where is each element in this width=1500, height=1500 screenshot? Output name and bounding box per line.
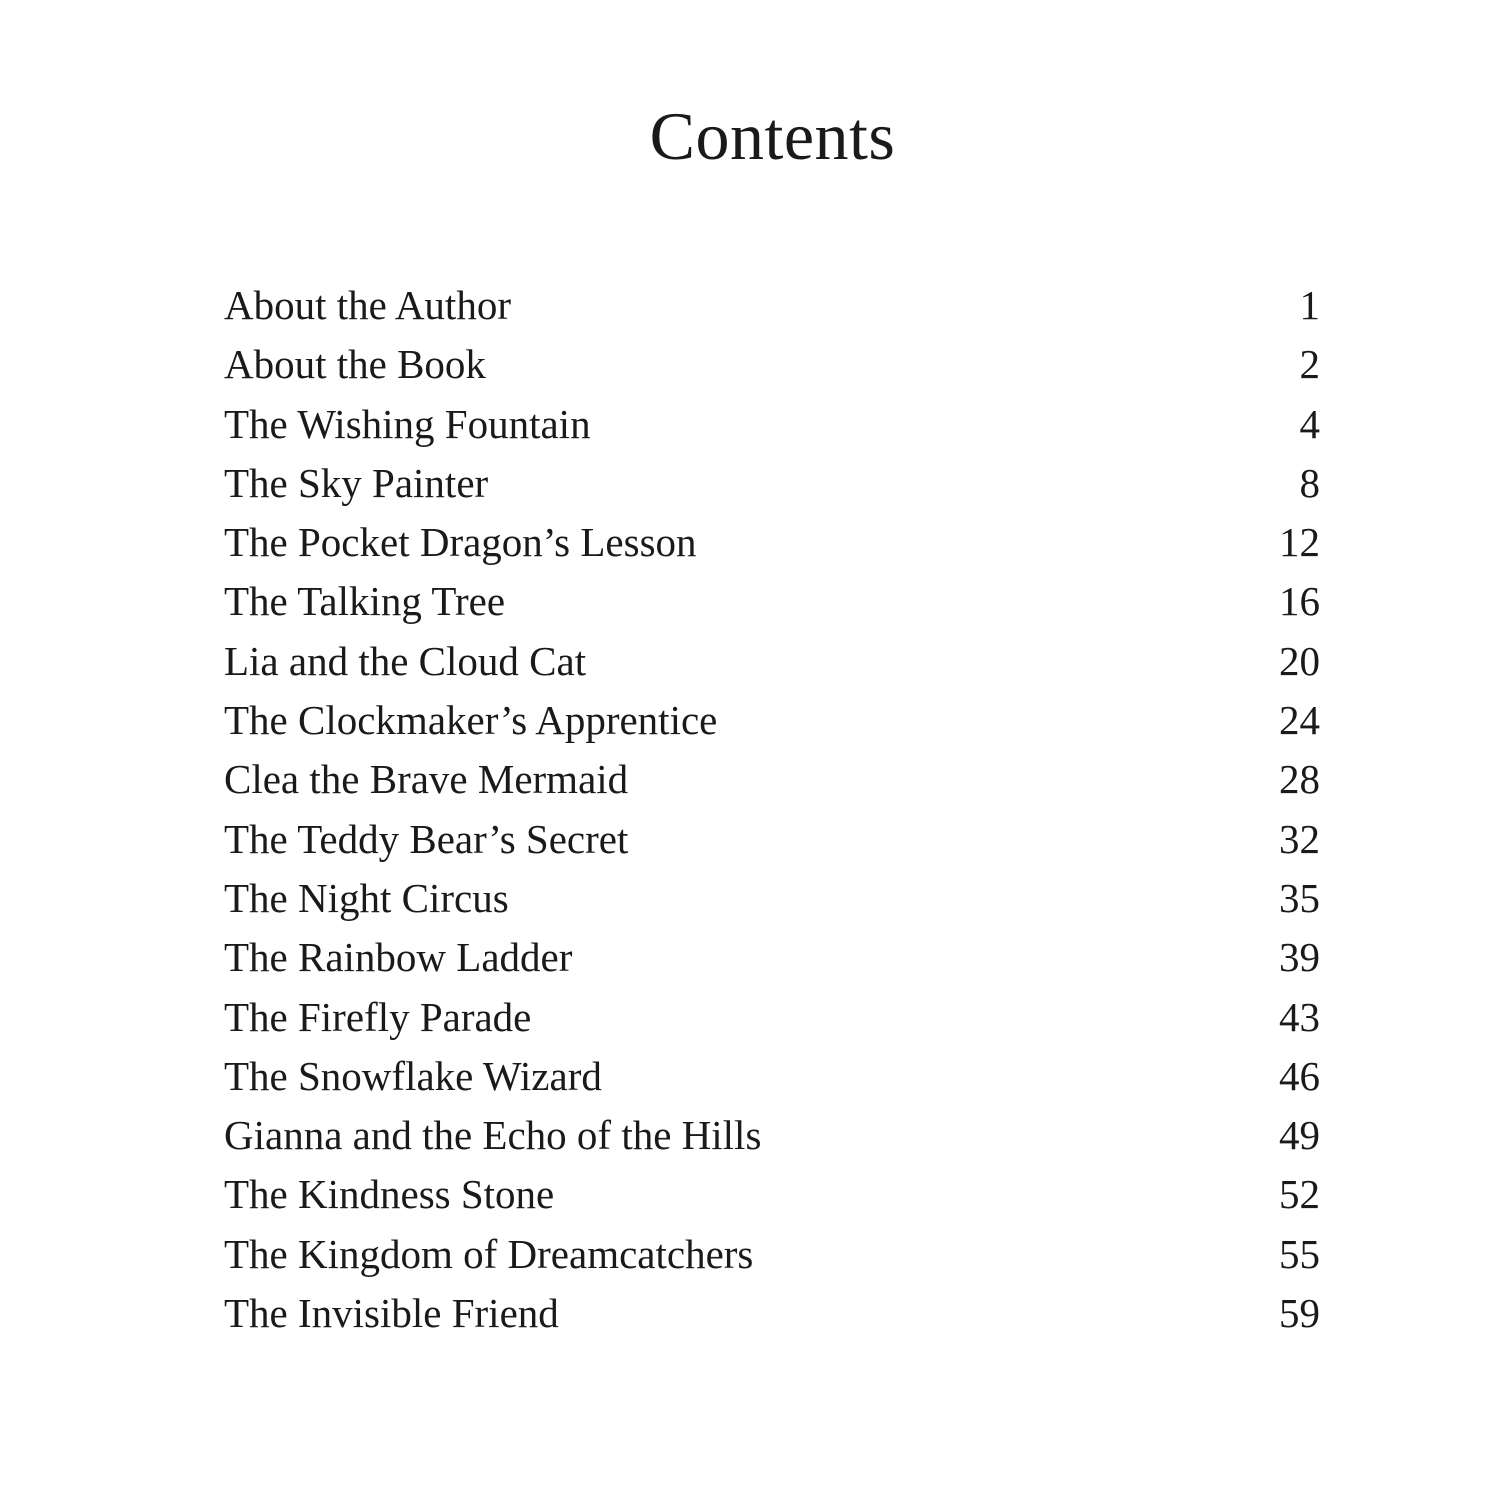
toc-entry-title: The Teddy Bear’s Secret (224, 815, 629, 862)
toc-entry[interactable] (224, 1047, 1320, 1106)
toc-entry-title: About the Author (224, 282, 511, 328)
toc-entry-title: The Rainbow Ladder (224, 934, 573, 981)
toc-entry-title: The Pocket Dragon’s Lesson (224, 519, 697, 566)
toc-entry[interactable] (224, 395, 1320, 454)
toc-entry-title: The Snowflake Wizard (224, 1052, 602, 1099)
toc-entry-title: Clea the Brave Mermaid (224, 756, 629, 803)
toc-entry[interactable] (224, 513, 1320, 572)
toc-entry[interactable] (224, 454, 1320, 513)
toc-entry[interactable] (224, 988, 1320, 1047)
toc-entry[interactable] (224, 869, 1320, 928)
toc-entry-page-number: 28 (1279, 756, 1320, 803)
toc-entry-title: The Kingdom of Dreamcatchers (224, 1230, 754, 1277)
toc-entry[interactable] (224, 750, 1320, 809)
toc-entry-title: The Invisible Friend (224, 1290, 559, 1337)
toc-entry-page-number: 43 (1279, 993, 1320, 1040)
toc-entry-page-number: 52 (1279, 1171, 1320, 1218)
toc-entry-page-number: 24 (1279, 697, 1320, 744)
toc-entry[interactable] (224, 691, 1320, 750)
toc-entry-title: Gianna and the Echo of the Hills (224, 1112, 762, 1159)
page-title: Contents (649, 98, 896, 174)
toc-entry[interactable] (224, 335, 1320, 394)
toc-entry[interactable] (224, 928, 1320, 987)
toc-entry-title: The Clockmaker’s Apprentice (224, 697, 718, 744)
table-of-contents (224, 276, 1320, 1343)
toc-entry-title: About the Book (224, 341, 486, 388)
toc-entry[interactable] (224, 1165, 1320, 1224)
toc-entry-page-number: 4 (1299, 400, 1320, 447)
toc-entry[interactable] (224, 810, 1320, 869)
toc-entry[interactable] (224, 1106, 1320, 1165)
toc-entry-page-number: 12 (1279, 519, 1320, 566)
toc-entry-title: The Night Circus (224, 874, 509, 921)
toc-entry-page-number: 2 (1299, 341, 1320, 388)
toc-entry-page-number: 16 (1279, 578, 1320, 625)
toc-entry-title: The Talking Tree (224, 578, 506, 625)
toc-entry[interactable] (224, 1225, 1320, 1284)
toc-entry-page-number: 49 (1279, 1112, 1320, 1159)
toc-entry[interactable] (224, 632, 1320, 691)
toc-entry-title: The Kindness Stone (224, 1171, 555, 1218)
toc-entry-page-number: 1 (1299, 282, 1320, 328)
toc-entry-page-number: 46 (1279, 1052, 1320, 1099)
toc-entry[interactable] (224, 572, 1320, 631)
toc-entry-page-number: 55 (1279, 1230, 1320, 1277)
toc-entry-page-number: 39 (1279, 934, 1320, 981)
toc-entry-title: The Sky Painter (224, 459, 489, 506)
toc-entry[interactable] (224, 1284, 1320, 1343)
toc-entry[interactable] (224, 276, 1320, 335)
toc-entry-title: The Firefly Parade (224, 993, 532, 1040)
toc-entry-page-number: 20 (1279, 637, 1320, 684)
toc-entry-page-number: 59 (1279, 1290, 1320, 1337)
toc-entry-title: Lia and the Cloud Cat (224, 637, 587, 684)
toc-entry-title: The Wishing Fountain (224, 400, 591, 447)
toc-entry-page-number: 32 (1279, 815, 1320, 862)
toc-entry-page-number: 35 (1279, 874, 1320, 921)
toc-entry-page-number: 8 (1299, 459, 1320, 506)
